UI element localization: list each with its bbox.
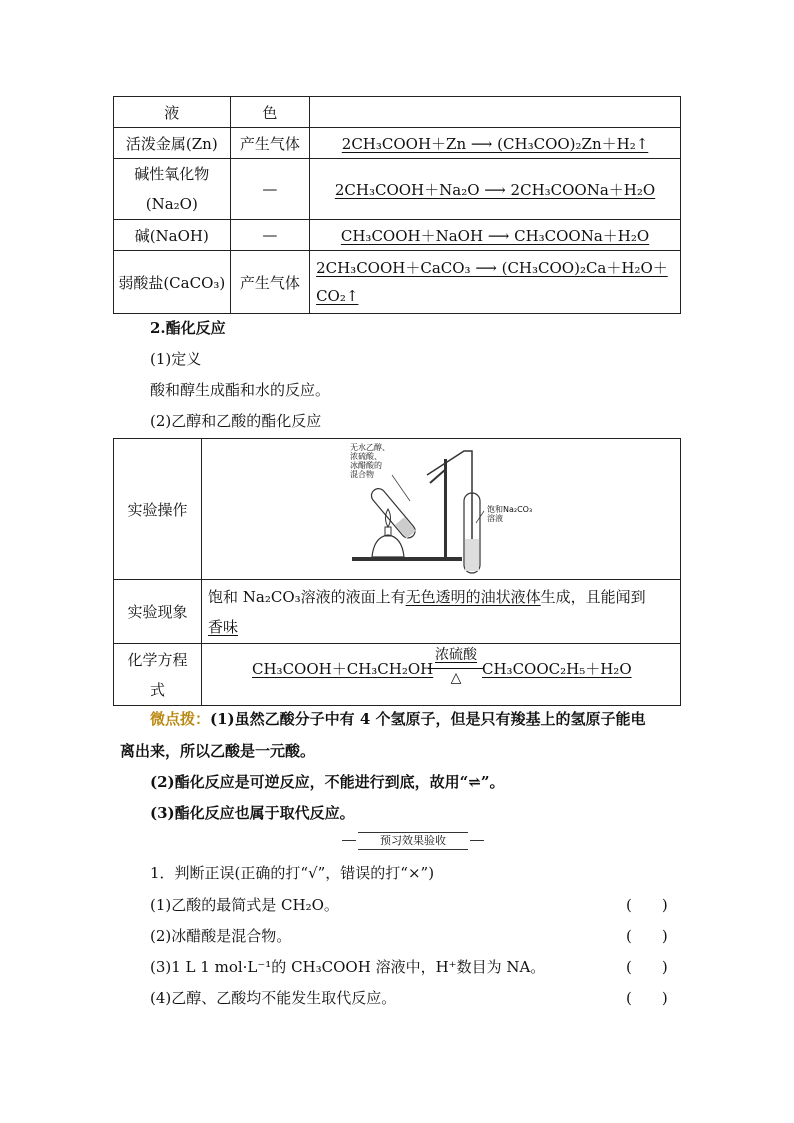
cell-text: 碱性氧化物	[134, 165, 210, 183]
condition-line	[428, 668, 484, 669]
tips-line-1	[150, 708, 646, 729]
section-banner: 预习效果验收	[358, 832, 468, 850]
table-cell	[114, 644, 202, 706]
cell-text: 化学方程	[127, 650, 188, 669]
condition-bottom: △	[450, 670, 462, 686]
equation: 2CH₃COOH＋Na₂O ⟶ 2CH₃COONa＋H₂O	[334, 180, 656, 199]
table-cell: 液	[114, 97, 231, 128]
equation-left: CH₃COOH＋CH₃CH₂OH	[252, 660, 434, 678]
exercise-item: (3)1 L 1 mol·L⁻¹的 CH₃COOH 溶液中，H⁺数目为 NA。	[150, 958, 546, 976]
equation: 2CH₃COOH＋CaCO₃ ⟶ (CH₃COO)₂Ca＋H₂O＋	[316, 259, 668, 277]
table-cell	[310, 128, 681, 159]
tips-line-2: 离出来，所以乙酸是一元酸。	[120, 742, 316, 760]
underlined-text: 无色透明的油状液体	[405, 587, 541, 606]
label-line: 混合物	[350, 470, 374, 479]
answer-paren: ( )	[626, 989, 668, 1007]
table-cell: 产生气体	[230, 128, 310, 159]
table-row	[114, 159, 681, 220]
table-cell: 碱(NaOH)	[114, 220, 231, 251]
table-cell	[310, 97, 681, 128]
label-line: 无水乙醇、	[350, 443, 390, 452]
answer-paren: ( )	[626, 927, 668, 945]
equation: CO₂↑	[316, 287, 359, 305]
label-line: 浓硫酸、	[350, 452, 382, 461]
table-cell	[310, 220, 681, 251]
label-line: 冰醋酸的	[350, 461, 382, 470]
section-title: 2.酯化反应	[150, 319, 226, 337]
table-row	[114, 220, 681, 251]
table-cell: 实验操作	[114, 439, 202, 580]
cell-text: (Na₂O)	[145, 195, 198, 213]
definition-text: 酸和醇生成酯和水的反应。	[150, 381, 331, 399]
subheading: (1)定义	[150, 350, 202, 368]
table-cell: 实验现象	[114, 580, 202, 644]
table-cell: 活泼金属(Zn)	[114, 128, 231, 159]
phenomenon-text	[208, 582, 680, 612]
table-cell: 产生气体	[230, 251, 310, 314]
reaction-table	[113, 96, 681, 314]
text-span: 生成，且能闻到	[540, 587, 646, 606]
esterification-table	[113, 438, 681, 706]
exercise-title: 1．判断正误(正确的打“√”，错误的打“×”)	[150, 864, 435, 882]
answer-paren: ( )	[626, 896, 668, 914]
table-cell	[114, 159, 231, 220]
label-line: 饱和Na₂CO₃	[487, 505, 533, 514]
subheading: (2)乙醇和乙酸的酯化反应	[150, 412, 322, 430]
exercise-item: (2)冰醋酸是混合物。	[150, 927, 292, 945]
condition-top: 浓硫酸	[435, 647, 477, 663]
equation-right: CH₃COOC₂H₅＋H₂O	[482, 660, 632, 678]
table-row	[114, 644, 681, 706]
equation: CH₃COOH＋NaOH ⟶ CH₃COONa＋H₂O	[340, 226, 650, 245]
table-cell	[310, 251, 681, 314]
tips-line-4: (3)酯化反应也属于取代反应。	[150, 804, 355, 822]
underlined-text: 香味	[208, 617, 239, 636]
reactant-label	[350, 443, 390, 479]
exercise-item: (4)乙醇、乙酸均不能发生取代反应。	[150, 989, 397, 1007]
label-line: 溶液	[487, 514, 503, 523]
table-cell	[310, 159, 681, 220]
cell-text: 式	[149, 680, 165, 699]
table-row	[114, 251, 681, 314]
table-row	[114, 580, 681, 644]
table-row	[114, 439, 681, 580]
table-cell	[202, 580, 681, 644]
receiver-label	[487, 505, 532, 523]
exercise-item: (1)乙酸的最简式是 CH₂O。	[150, 896, 339, 914]
table-cell: 色	[230, 97, 310, 128]
table-cell: —	[230, 159, 310, 220]
tips-label: 微点拨：	[150, 710, 211, 728]
table-cell: 弱酸盐(CaCO₃)	[114, 251, 231, 314]
table-row	[114, 128, 681, 159]
table-row	[114, 97, 681, 128]
tips-text: (1)虽然乙酸分子中有 4 个氢原子，但是只有羧基上的氢原子能电	[210, 710, 646, 728]
text-span: 饱和 Na₂CO₃溶液的液面上有	[208, 587, 406, 606]
table-cell	[202, 644, 681, 706]
answer-paren: ( )	[626, 958, 668, 976]
equation: 2CH₃COOH＋Zn ⟶ (CH₃COO)₂Zn＋H₂↑	[341, 134, 649, 153]
apparatus-figure-cell	[202, 439, 681, 580]
table-cell: —	[230, 220, 310, 251]
tips-line-3: (2)酯化反应是可逆反应，不能进行到底，故用“⇌”。	[150, 773, 505, 791]
apparatus-diagram	[202, 439, 680, 579]
